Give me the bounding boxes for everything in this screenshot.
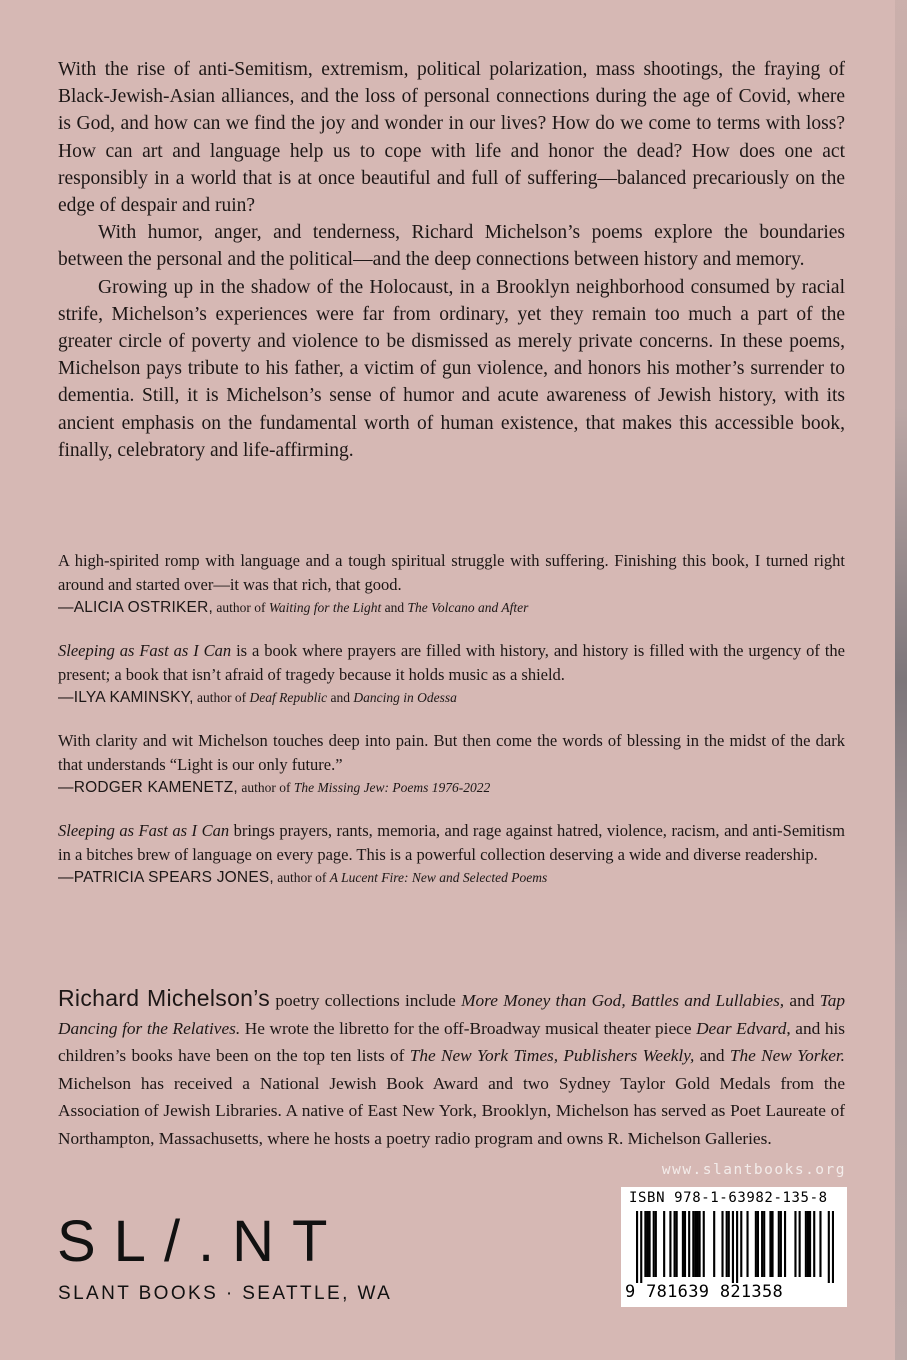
barcode-bar: [778, 1211, 780, 1277]
quote-author: —ILYA KAMINSKY,: [58, 689, 194, 706]
barcode-bar: [761, 1211, 763, 1277]
barcode-bar: [809, 1211, 811, 1277]
publisher-location: SLANT BOOKS · SEATTLE, WA: [58, 1283, 393, 1304]
quote-book: Deaf Republic: [249, 690, 328, 705]
barcode-bar: [740, 1211, 742, 1277]
barcode-bar: [663, 1211, 665, 1277]
quote-author: —PATRICIA SPEARS JONES,: [58, 869, 274, 886]
quote-attribution: —RODGER KAMENETZ, author of The Missing Jew: Poems 1976-2022: [58, 779, 491, 796]
barcode-bar: [813, 1211, 815, 1277]
barcode-bar: [769, 1211, 771, 1277]
barcode-bar: [799, 1211, 801, 1277]
page-edge-shadow: [895, 0, 907, 1360]
blurb-paragraph-3: Growing up in the shadow of the Holocaust, in a Brooklyn neighborhood consumed by racial strife, Michelson’s experiences were far from ordinary, yet they remain too much a part of the greater circle of poverty and violence to be dismissed as merely private concerns. In these poems, Michelson pays tribute to his father, a victim of gun violence, and honors his mother’s surrender to dementia. Still, it is Michelson’s sense of humor and acute awareness of Jewish history, with its ancient emphasis on the fundamental worth of human existence, that makes this accessible book, finally, celebratory and life-affirming.: [58, 276, 845, 461]
praise-section: [58, 549, 845, 909]
barcode-bar: [669, 1211, 671, 1277]
quote-book: The Volcano and After: [407, 600, 529, 615]
quote-text: With clarity and wit Michelson touches deep into pain. But then come the words of blessing in the midst of the dark that understands “Light is our only future.”: [58, 731, 845, 774]
barcode-bar: [746, 1211, 748, 1277]
barcode-bar: [736, 1211, 738, 1283]
publisher-logo: SL/.NT: [57, 1209, 346, 1274]
barcode-bar: [726, 1211, 728, 1277]
barcode-bar: [653, 1211, 655, 1277]
barcode-bar: [805, 1211, 807, 1277]
barcode-bar: [771, 1211, 773, 1277]
barcode-bar: [807, 1211, 809, 1277]
author-name: Richard Michelson’s: [58, 985, 271, 1011]
quote-book: The Missing Jew: Poems 1976-2022: [293, 780, 491, 795]
quote-book: Dancing in Odessa: [353, 690, 457, 705]
barcode-bar: [728, 1211, 730, 1277]
author-bio: Richard Michelson’s poetry collections include More Money than God, Battles and Lullabies, and Tap Dancing for the Relatives. He wrote the libretto for the off-Broadway musical theater piece Dear Edvard, and his children’s books have been on the top ten lists of The New York Times, Publishers Weekly, and The New Yorker. Michelson has received a National Jewish Book Award and two Sydney Taylor Gold Medals from the Association of Jewish Libraries. A native of East New York, Brooklyn, Michelson has served as Poet Laureate of Northampton, Massachusetts, where he hosts a poetry radio program and owns R. Michelson Galleries.: [58, 985, 846, 1148]
quote-book: Waiting for the Light: [268, 600, 382, 615]
barcode-bar: [784, 1211, 786, 1277]
barcode-bar: [640, 1211, 642, 1283]
isbn-label: ISBN 978-1-63982-135-8: [629, 1190, 828, 1206]
quote-title-lead: Sleeping as Fast as I Can: [58, 641, 232, 660]
barcode-bar: [763, 1211, 765, 1277]
barcode-bar: [755, 1211, 757, 1277]
barcode-bar: [692, 1211, 694, 1277]
barcode-bar: [684, 1211, 686, 1277]
quote-attribution: —PATRICIA SPEARS JONES, author of A Lucent Fire: New and Selected Poems: [58, 869, 548, 886]
barcode-bar: [655, 1211, 657, 1277]
praise-quote-4: [58, 819, 845, 890]
praise-quote-3: [58, 729, 845, 800]
barcode-bars: [636, 1211, 834, 1283]
quote-attribution: —ALICIA OSTRIKER, author of Waiting for the Light and The Volcano and After: [58, 599, 529, 616]
quote-attribution: —ILYA KAMINSKY, author of Deaf Republic and Dancing in Odessa: [58, 689, 457, 706]
barcode-bar: [832, 1211, 834, 1283]
barcode-bar: [694, 1211, 696, 1277]
barcode-bar: [646, 1211, 648, 1277]
quote-book: A Lucent Fire: New and Selected Poems: [329, 870, 548, 885]
blurb-paragraph-1: With the rise of anti-Semitism, extremism, political polarization, mass shootings, the fraying of Black-Jewish-Asian alliances, and the loss of personal connections during the age of Covid, where is God, and how can we find the joy and wonder in our lives? How do we come to terms with loss? How can art and language help us to cope with life and honor the dead? How does one act responsibly in a world that is at once beautiful and full of suffering—balanced precariously on the edge of despair and ruin?: [58, 59, 845, 217]
ean-number: 9 781639 821358: [625, 1282, 784, 1302]
praise-quote-2: [58, 639, 845, 710]
barcode-bar: [688, 1211, 690, 1277]
barcode-bar: [828, 1211, 830, 1283]
blurb-paragraph-2: With humor, anger, and tenderness, Richard Michelson’s poems explore the boundaries between the personal and the political—and the deep connections between history and memory.: [58, 222, 845, 271]
barcode-bar: [703, 1211, 705, 1277]
quote-text: A high-spirited romp with language and a tough spiritual struggle with suffering. Finishing this book, I turned right around and started over—it was that rich, that good.: [58, 551, 845, 594]
barcode-bar: [780, 1211, 782, 1277]
barcode-bar: [757, 1211, 759, 1277]
quote-author: —ALICIA OSTRIKER,: [58, 599, 213, 616]
quote-text: brings prayers, rants, memoria, and rage against hatred, violence, racism, and anti-Semitism in a bitches brew of language on every page. This is a powerful collection deserving a wide and diverse readership.: [58, 821, 845, 864]
barcode-bar: [676, 1211, 678, 1277]
barcode-bar: [682, 1211, 684, 1277]
praise-quote-1: [58, 549, 845, 620]
barcode-bar: [699, 1211, 701, 1277]
barcode-bar: [721, 1211, 723, 1277]
isbn-barcode: [621, 1187, 847, 1307]
description-blurb: [58, 56, 845, 464]
barcode-bar: [819, 1211, 821, 1277]
barcode-bar: [696, 1211, 698, 1277]
publisher-website: www.slantbooks.org: [661, 1162, 846, 1178]
barcode-bar: [713, 1211, 715, 1277]
quote-text: is a book where prayers are filled with history, and history is filled with the urgency of the present; a book that isn’t afraid of tragedy because it holds music as a shield.: [58, 641, 845, 684]
barcode-bar: [674, 1211, 676, 1277]
barcode-bar: [794, 1211, 796, 1277]
barcode-bar: [636, 1211, 638, 1283]
quote-title-lead: Sleeping as Fast as I Can: [58, 821, 230, 840]
barcode-bar: [644, 1211, 646, 1277]
barcode-bar: [649, 1211, 651, 1277]
quote-author: —RODGER KAMENETZ,: [58, 779, 238, 796]
barcode-bar: [732, 1211, 734, 1283]
